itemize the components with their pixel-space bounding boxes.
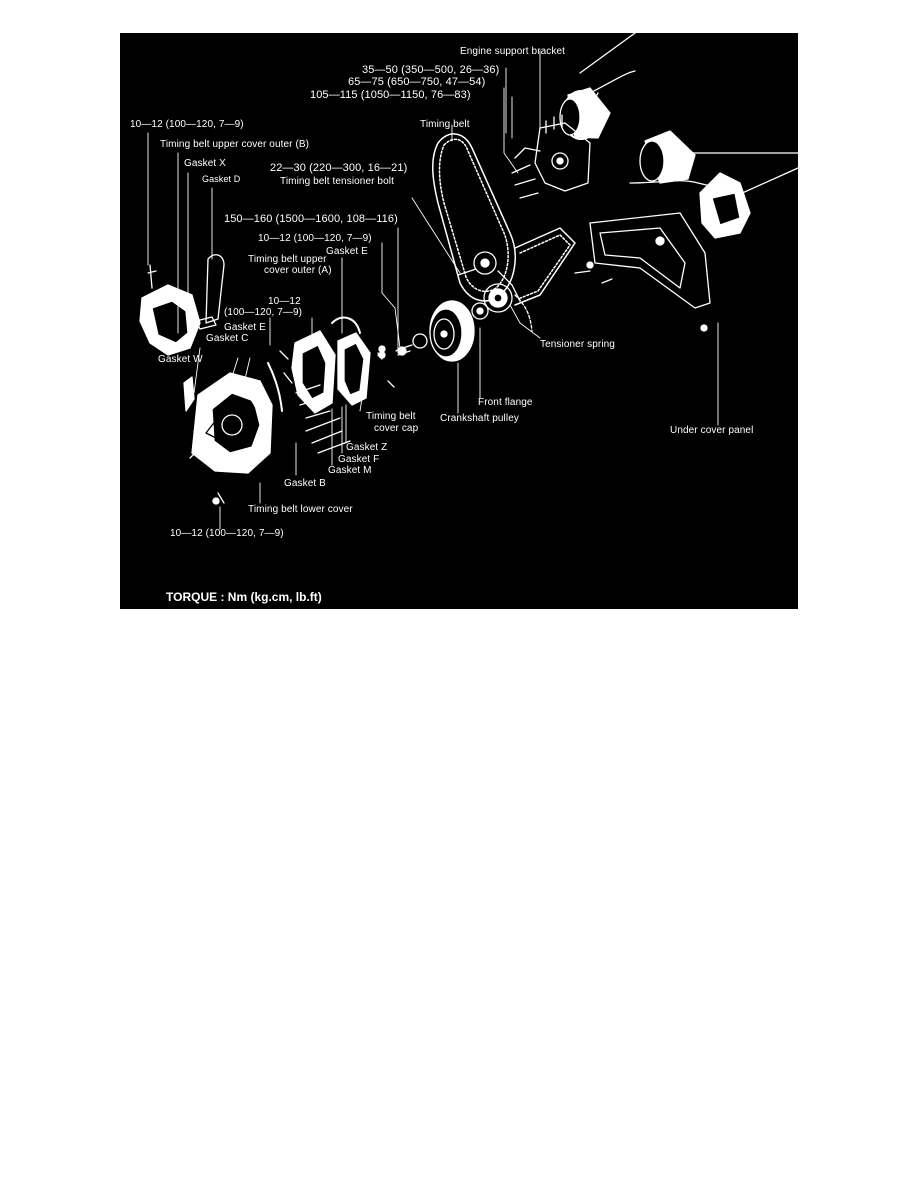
label-torque-10-12-mid: 10—12 (100—120, 7—9) (258, 233, 372, 244)
label-torque-35-50: 35—50 (350—500, 26—36) (362, 64, 500, 76)
label-torque-105-115: 105—115 (1050—1150, 76—83) (310, 89, 471, 101)
label-upper-cover-outer-a-1: Timing belt upper (248, 254, 327, 265)
label-gasket-w: Gasket W (158, 354, 203, 365)
label-gasket-x: Gasket X (184, 158, 226, 169)
label-gasket-e-top: Gasket E (326, 246, 368, 257)
camshaft-sprocket-left (560, 88, 610, 139)
label-gasket-c: Gasket C (206, 333, 249, 344)
exploded-diagram-timing-belt (120, 33, 798, 609)
label-upper-cover-outer-a-2: cover outer (A) (264, 265, 332, 276)
label-engine-support-bracket: Engine support bracket (460, 46, 566, 57)
label-torque-10-12-bottom: 10—12 (100—120, 7—9) (170, 528, 284, 539)
label-gasket-f: Gasket F (338, 454, 380, 465)
label-crankshaft-pulley: Crankshaft pulley (440, 413, 519, 424)
label-gasket-z: Gasket Z (346, 442, 388, 453)
label-under-cover-panel: Under cover panel (670, 425, 754, 436)
label-cover-cap-2: cover cap (374, 423, 419, 434)
upper-cover-outer-a (280, 318, 394, 413)
label-tensioner-spring: Tensioner spring (540, 339, 615, 350)
timing-belt (433, 134, 575, 305)
label-gasket-e: Gasket E (224, 322, 266, 333)
label-front-flange: Front flange (478, 397, 533, 408)
label-gasket-d: Gasket D (202, 174, 241, 184)
under-cover-panel (575, 213, 710, 331)
engine-mount (700, 173, 750, 238)
label-cover-cap-1: Timing belt (366, 411, 416, 422)
label-torque-150-160: 150—160 (1500—1600, 108—116) (224, 213, 398, 225)
label-torque-10-12-small-2: (100—120, 7—9) (224, 307, 303, 318)
label-gasket-m: Gasket M (328, 465, 372, 476)
label-upper-cover-outer-b: Timing belt upper cover outer (B) (160, 139, 310, 150)
label-torque-65-75: 65—75 (650—750, 47—54) (348, 76, 486, 88)
label-torque-22-30: 22—30 (220—300, 16—21) (270, 162, 408, 174)
label-timing-belt: Timing belt (420, 119, 470, 130)
crankshaft-pulley-art (398, 301, 474, 361)
label-torque-10-12-top: 10—12 (100—120, 7—9) (130, 119, 244, 130)
label-tensioner-bolt: Timing belt tensioner bolt (280, 176, 394, 187)
label-timing-belt-lower-cover: Timing belt lower cover (248, 504, 353, 515)
label-gasket-b: Gasket B (284, 478, 326, 489)
torque-units-legend: TORQUE : Nm (kg.cm, lb.ft) (166, 590, 322, 604)
camshaft-sprocket-right (640, 131, 695, 183)
label-torque-10-12-small-1: 10—12 (268, 296, 301, 307)
